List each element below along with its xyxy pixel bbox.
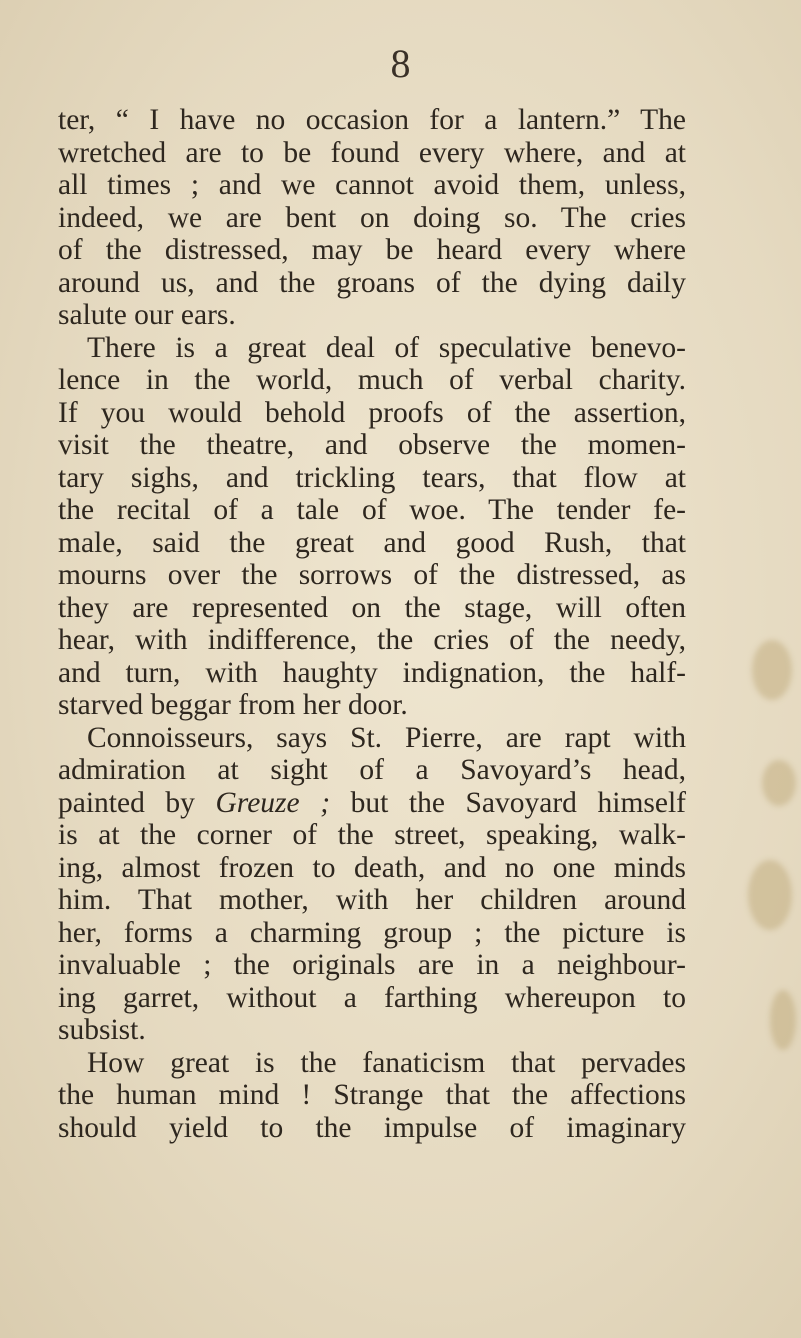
- text-line: lence in the world, much of verbal charity.: [58, 364, 686, 396]
- text-line: ing garret, without a farthing whereupon to: [58, 981, 686, 1014]
- text-line: There is a great deal of speculative benevo-: [87, 331, 686, 364]
- text-line: male, said the great and good Rush, that: [58, 526, 686, 559]
- text-line: and turn, with haughty indignation, the half-: [58, 656, 686, 689]
- text-line: indeed, we are bent on doing so. The cries: [58, 201, 686, 234]
- page-number: 8: [390, 41, 411, 86]
- foxing-stain: [762, 760, 796, 806]
- text-line: they are represented on the stage, will often: [58, 591, 686, 624]
- text-line: painted by Greuze ; but the Savoyard himself: [58, 786, 686, 819]
- text-line: is at the corner of the street, speaking, walk-: [58, 819, 686, 851]
- foxing-stain: [770, 990, 796, 1050]
- body-text: [58, 104, 686, 1144]
- text-line: How great is the fanaticism that pervades: [87, 1046, 686, 1079]
- text-line: visit the theatre, and observe the momen-: [58, 429, 686, 461]
- text-line: of the distressed, may be heard every where: [58, 234, 686, 266]
- text-line: salute our ears.: [58, 299, 236, 331]
- text-line: subsist.: [58, 1014, 146, 1046]
- text-line: all times ; and we cannot avoid them, unless,: [58, 169, 686, 201]
- text-line: admiration at sight of a Savoyard’s head,: [58, 754, 686, 786]
- text-line: starved beggar from her door.: [58, 689, 408, 721]
- foxing-stain: [748, 860, 792, 930]
- text-line: should yield to the impulse of imaginary: [58, 1111, 686, 1144]
- text-line: invaluable ; the originals are in a neighbour-: [58, 949, 686, 981]
- text-line: Connoisseurs, says St. Pierre, are rapt with: [87, 721, 686, 754]
- foxing-stain: [752, 640, 792, 700]
- text-line: tary sighs, and trickling tears, that flow at: [58, 461, 686, 494]
- text-line: wretched are to be found every where, and at: [58, 136, 686, 169]
- text-line: around us, and the groans of the dying daily: [58, 266, 686, 299]
- text-line: ing, almost frozen to death, and no one minds: [58, 851, 686, 884]
- text-line: mourns over the sorrows of the distressed, as: [58, 559, 686, 591]
- text-line: her, forms a charming group ; the picture is: [58, 916, 686, 949]
- text-line: hear, with indifference, the cries of the needy,: [58, 624, 686, 656]
- text-line: If you would behold proofs of the assertion,: [58, 396, 686, 429]
- text-line: him. That mother, with her children around: [58, 884, 686, 916]
- text-line: ter, “ I have no occasion for a lantern.” The: [58, 104, 686, 136]
- text-line: the human mind ! Strange that the affections: [58, 1079, 686, 1111]
- text-line: the recital of a tale of woe. The tender fe-: [58, 494, 686, 526]
